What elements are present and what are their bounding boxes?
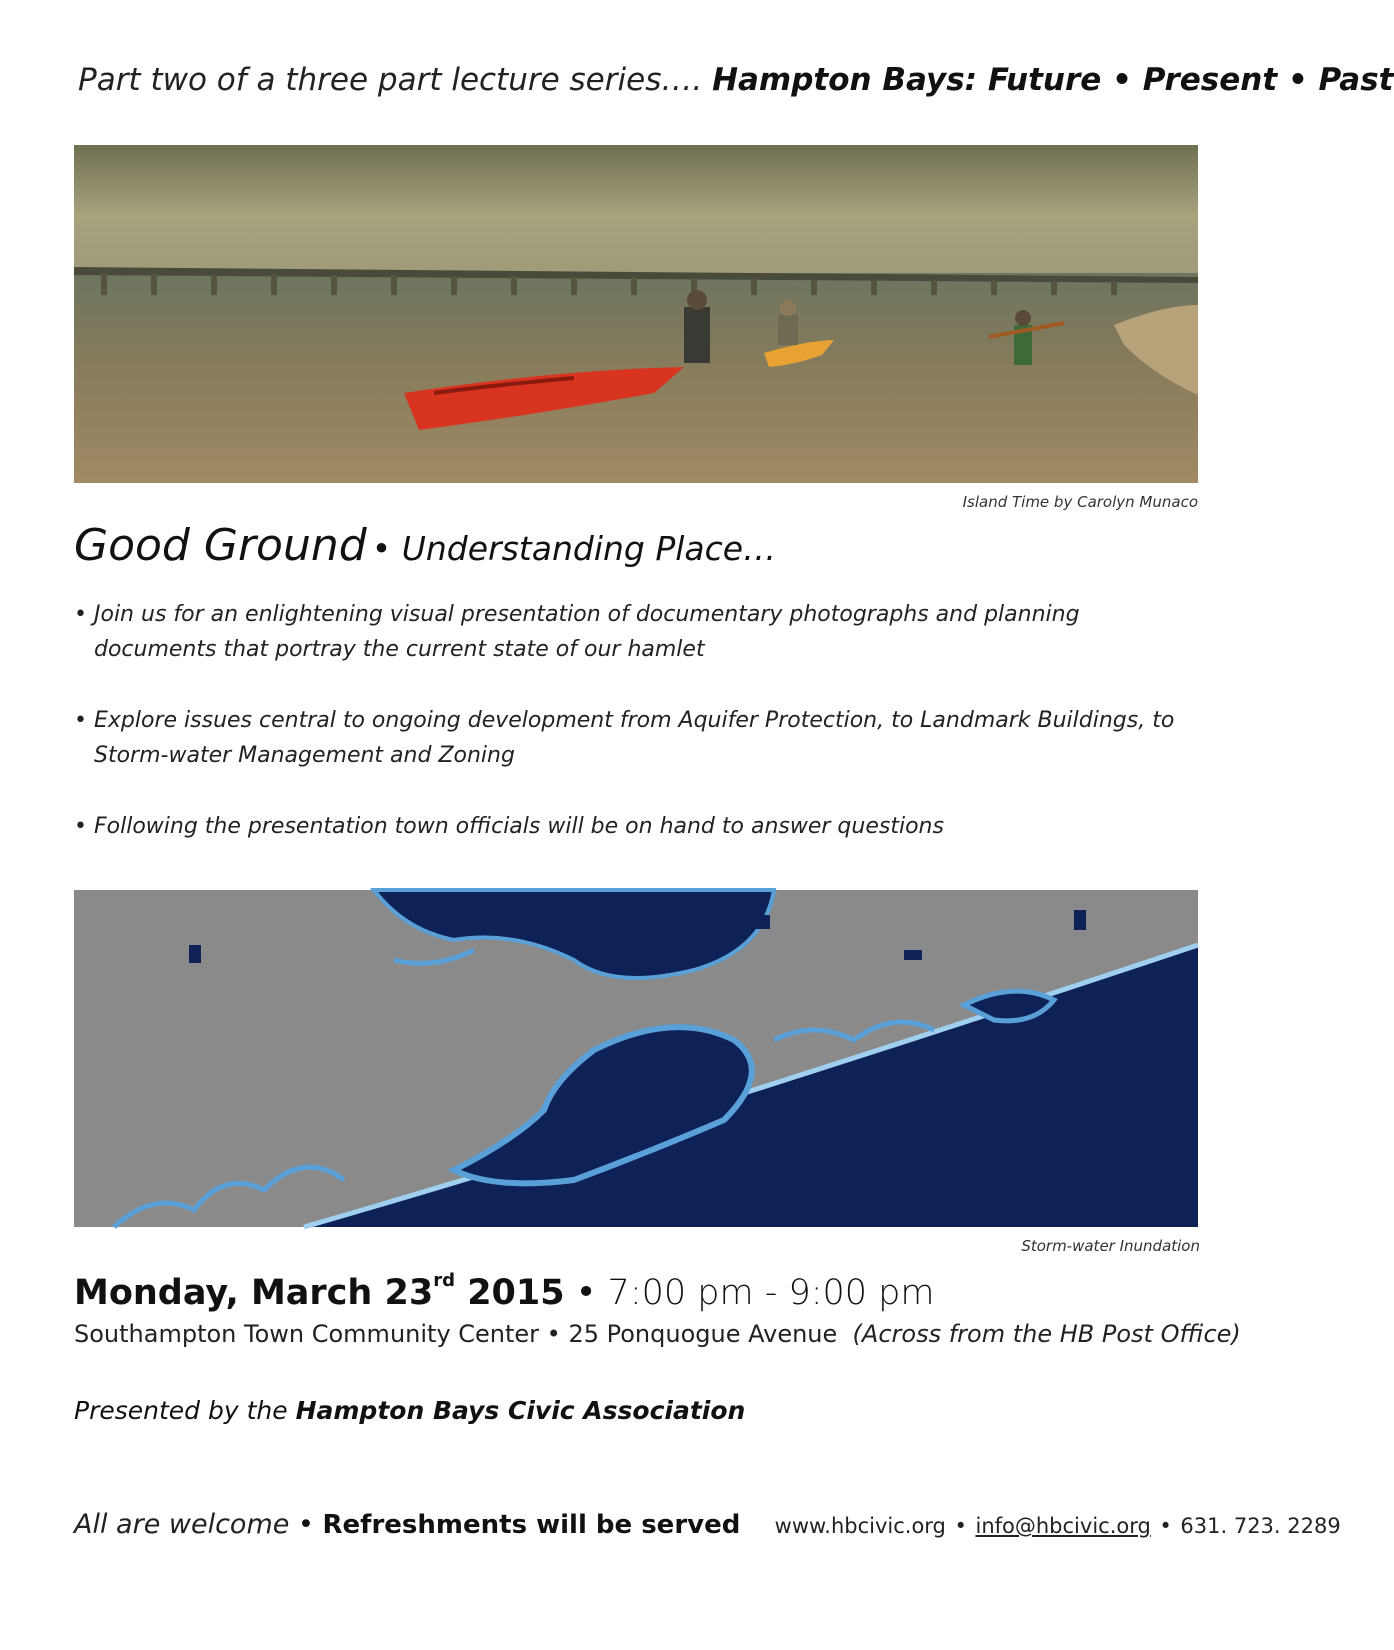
footer [74,1509,1341,1540]
email-link[interactable]: info@hbcivic.org [975,1514,1151,1538]
date-text: Monday, March 23 [74,1273,434,1313]
venue-note: (Across from the HB Post Office) [852,1320,1241,1348]
bullet-dot: • [74,602,87,627]
footer-separator: • [297,1509,314,1540]
bullet-text: Following the presentation town officials will be on hand to answer questions [94,814,944,839]
presented-by [74,1396,745,1425]
datetime-separator: • [575,1273,597,1313]
title-main: Good Ground [74,520,367,571]
bullet-item [74,703,1184,773]
bullet-dot: • [74,708,87,733]
series-intro: Part two of a three part lecture series…. [78,62,703,98]
title-subtitle: • Understanding Place… [371,529,777,568]
series-title: Hampton Bays: Future • Present • Past [712,62,1394,98]
map-caption: Storm-water Inundation [1021,1237,1200,1255]
event-venue [74,1320,1241,1348]
event-year: 2015 [467,1273,565,1313]
bullet-item [74,597,1184,667]
event-date [74,1270,565,1313]
event-time: 7:00 pm - 9:00 pm [607,1273,935,1313]
page-title [74,520,776,571]
venue-address: Southampton Town Community Center • 25 Ponquogue Avenue [74,1320,838,1348]
welcome-text: All are welcome [74,1509,290,1540]
footer-separator: • [1159,1514,1172,1538]
event-datetime [74,1270,935,1313]
series-header [78,62,1394,98]
bullet-text: Explore issues central to ongoing development from Aquifer Protection, to Landmark Buildings, to Storm-water Management and Zoning [94,708,1175,768]
bullet-text: Join us for an enlightening visual presentation of documentary photographs and planning documents that portray the current state of our hamlet [94,602,1080,662]
website-text: www.hbcivic.org [774,1514,946,1538]
bullet-dot: • [74,814,87,839]
phone-number: 631. 723. 2289 [1180,1514,1341,1538]
date-ordinal: rd [433,1270,455,1291]
organization-name: Hampton Bays Civic Association [295,1396,746,1425]
refreshments-text: Refreshments will be served [322,1510,741,1540]
kayak-photo [74,145,1198,483]
bullet-list [74,597,1184,880]
presented-prefix: Presented by the [74,1396,288,1425]
bullet-item [74,809,1184,844]
footer-separator: • [954,1514,967,1538]
inundation-map [74,890,1198,1227]
photo-caption: Island Time by Carolyn Munaco [962,493,1198,511]
